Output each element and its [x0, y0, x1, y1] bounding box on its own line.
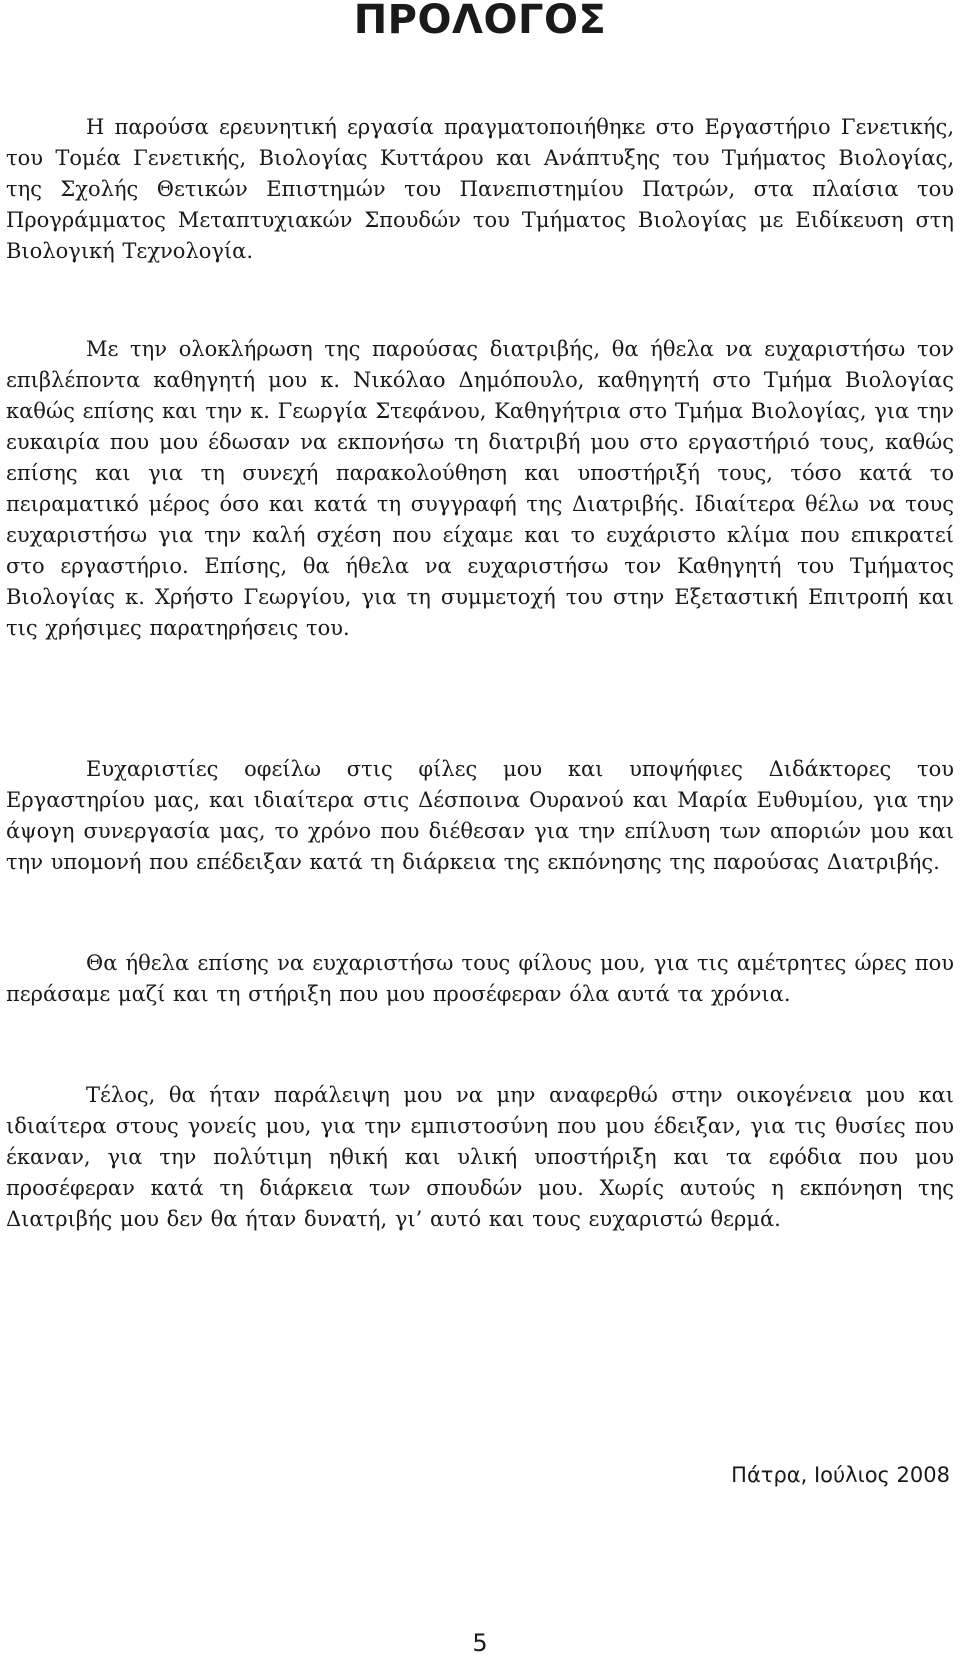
paragraph-colleagues: Ευχαριστίες οφείλω στις φίλες μου και υποψήφιες Διδάκτορες του Εργαστηρίου μας, και ιδιαίτερα στις Δέσποινα Ουρανού και Μαρία Ευθυμίου, για την άψογη συνεργασία μας, το χρόνο που διέθεσαν για την επίλυση των αποριών μου και την υπομονή που επέδειξαν κατά τη διάρκεια της εκπόνησης της παρούσας Διατριβής. — [6, 757, 954, 874]
paragraph-family: Τέλος, θα ήταν παράλειψη μου να μην αναφερθώ στην οικογένεια μου και ιδιαίτερα στους γονείς μου, για την εμπιστοσύνη που μου έδειξαν, για τις θυσίες που έκαναν, για την πολύτιμη ηθική και υλική υποστήριξη και τα εφόδια που μου προσέφεραν κατά τη διάρκεια των σπουδών μου. Χωρίς αυτούς η εκπόνηση της Διατριβής μου δεν θα ήταν δυνατή, γι’ αυτό και τους ευχαριστώ θερμά. — [6, 1083, 954, 1231]
paragraph-supervisors: Με την ολοκλήρωση της παρούσας διατριβής, θα ήθελα να ευχαριστήσω τον επιβλέποντα καθηγητή μου κ. Νικόλαο Δημόπουλο, καθηγητή στο Τμήμα Βιολογίας καθώς επίσης και την κ. Γεωργία Στεφάνου, Καθηγήτρια στο Τμήμα Βιολογίας, για την ευκαιρία που μου έδωσαν να εκπονήσω τη διατριβή μου στο εργαστήριό τους, καθώς επίσης και για τη συνεχή παρακολούθηση και υποστήριξή τους, τόσο κατά το πειραματικό μέρος όσο και κατά τη συγγραφή της Διατριβής. Ιδιαίτερα θέλω να τους ευχαριστήσω για την καλή σχέση που είχαμε και το ευχάριστο κλίμα που επικρατεί στο εργαστήριο. Επίσης, θα ήθελα να ευχαριστήσω τον Καθηγητή του Τμήματος Βιολογίας κ. Χρήστο Γεωργίου, για τη συμμετοχή του στην Εξεταστική Επιτροπή και τις χρήσιμες παρατηρήσεις του. — [6, 337, 954, 640]
paragraph-intro: Η παρούσα ερευνητική εργασία πραγματοποιήθηκε στο Εργαστήριο Γενετικής, του Τομέα Γενετικής, Βιολογίας Κυττάρου και Ανάπτυξης του Τμήματος Βιολογίας, της Σχολής Θετικών Επιστημών του Πανεπιστημίου Πατρών, στα πλαίσια του Προγράμματος Μεταπτυχιακών Σπουδών του Τμήματος Βιολογίας με Ειδίκευση στη Βιολογική Τεχνολογία. — [6, 115, 954, 263]
page-title: ΠΡΟΛΟΓΟΣ — [353, 0, 607, 43]
paragraph-friends: Θα ήθελα επίσης να ευχαριστήσω τους φίλους μου, για τις αμέτρητες ώρες που περάσαμε μαζί και τη στήριξη που μου προσέφεραν όλα αυτά τα χρόνια. — [6, 951, 954, 1006]
place-date-signature: Πάτρα, Ιούλιος 2008 — [731, 1463, 950, 1487]
page-number: 5 — [472, 1629, 488, 1657]
